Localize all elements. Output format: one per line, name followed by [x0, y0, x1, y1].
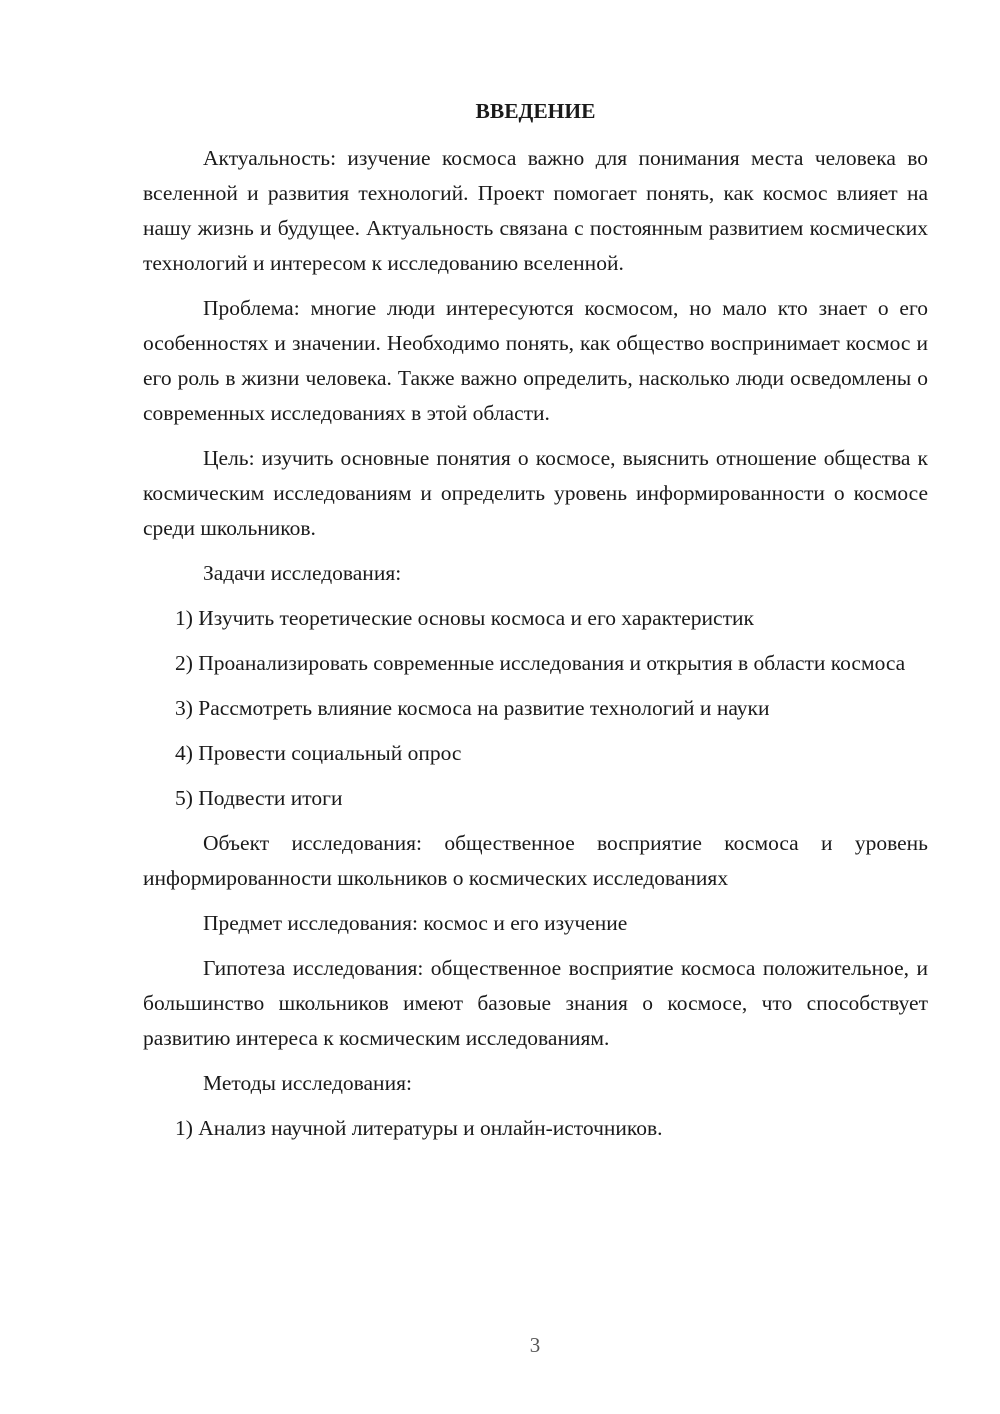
- goal-paragraph: Цель: изучить основные понятия о космосе, выяснить отношение общества к космическим исследованиям и определить уровень информированности о космосе среди школьников.: [143, 446, 928, 540]
- page-number: 3: [529, 1333, 541, 1357]
- method-item: 1) Анализ научной литературы и онлайн-источников.: [175, 1116, 663, 1140]
- task-item: 3) Рассмотреть влияние космоса на развитие технологий и науки: [175, 696, 770, 720]
- task-item: 1) Изучить теоретические основы космоса и его характеристик: [175, 606, 754, 630]
- task-item: 4) Провести социальный опрос: [175, 741, 462, 765]
- task-item: 2) Проанализировать современные исследования и открытия в области космоса: [175, 651, 906, 675]
- page-title: ВВЕДЕНИЕ: [475, 99, 596, 123]
- object-paragraph: Объект исследования: общественное восприятие космоса и уровень информированности школьников о космических исследованиях: [143, 831, 928, 890]
- relevance-paragraph: Актуальность: изучение космоса важно для понимания места человека во вселенной и развития технологий. Проект помогает понять, как космос влияет на нашу жизнь и будущее. Актуальность связана с постоянным развитием космических технологий и интересом к исследованию вселенной.: [143, 146, 928, 275]
- document-page: [143, 94, 928, 1156]
- methods-heading: Методы исследования:: [203, 1071, 412, 1095]
- hypothesis-paragraph: Гипотеза исследования: общественное восприятие космоса положительное, и большинство школьников имеют базовые знания о космосе, что способствует развитию интереса к космическим исследованиям.: [143, 956, 928, 1050]
- task-item: 5) Подвести итоги: [175, 786, 343, 810]
- tasks-heading: Задачи исследования:: [203, 561, 402, 585]
- subject-paragraph: Предмет исследования: космос и его изучение: [203, 911, 628, 935]
- problem-paragraph: Проблема: многие люди интересуются космосом, но мало кто знает о его особенностях и значении. Необходимо понять, как общество воспринимает космос и его роль в жизни человека. Также важно определить, насколько люди осведомлены о современных исследованиях в этой области.: [143, 296, 928, 425]
